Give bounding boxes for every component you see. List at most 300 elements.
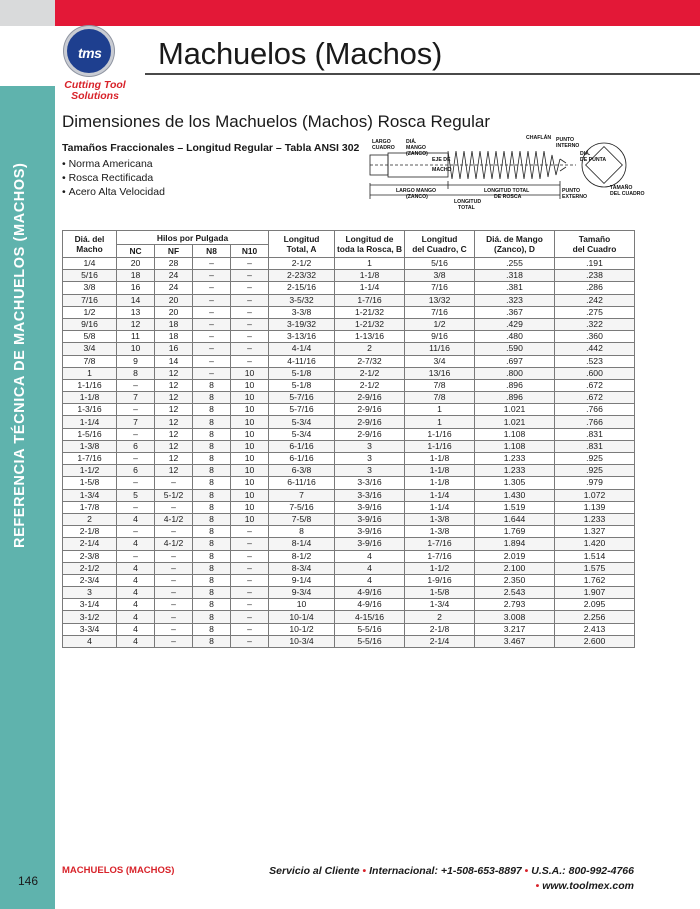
- table-cell: 2.100: [475, 562, 555, 574]
- table-cell: 12: [155, 428, 193, 440]
- table-cell: 2.600: [555, 635, 635, 647]
- table-cell: 8-1/4: [269, 538, 335, 550]
- label-dia-punta: DIÁ.: [580, 151, 591, 157]
- table-cell: 4-9/16: [335, 599, 405, 611]
- table-cell: –: [117, 428, 155, 440]
- table-cell: 3: [63, 587, 117, 599]
- label-chaflan: CHAFLÁN: [526, 135, 552, 141]
- table-cell: 8: [193, 599, 231, 611]
- table-cell: –: [193, 294, 231, 306]
- table-cell: .831: [555, 440, 635, 452]
- table-cell: –: [231, 331, 269, 343]
- table-cell: 3-9/16: [335, 538, 405, 550]
- table-row: [63, 392, 635, 404]
- table-cell: 1-1/8: [405, 465, 475, 477]
- table-cell: .766: [555, 404, 635, 416]
- svg-text:MANGO: MANGO: [406, 145, 426, 151]
- table-cell: 2: [335, 343, 405, 355]
- table-row: [63, 550, 635, 562]
- table-cell: 7/8: [405, 392, 475, 404]
- table-cell: .381: [475, 282, 555, 294]
- table-cell: 8: [193, 623, 231, 635]
- table-cell: 3.217: [475, 623, 555, 635]
- label-largo-mango: LARGO MANGO: [396, 188, 437, 194]
- table-cell: 6-1/16: [269, 440, 335, 452]
- table-cell: 5-1/8: [269, 367, 335, 379]
- table-cell: 10: [231, 379, 269, 391]
- label-tamano-cuadro: TAMAÑO: [610, 185, 633, 191]
- table-row: [63, 611, 635, 623]
- table-cell: 2.350: [475, 574, 555, 586]
- col-header-dia: Diá. del Macho: [63, 231, 117, 258]
- table-cell: 7-5/8: [269, 513, 335, 525]
- table-cell: 4: [117, 538, 155, 550]
- table-cell: 5-3/4: [269, 428, 335, 440]
- table-cell: 10: [117, 343, 155, 355]
- label-long-rosca: LONGITUD TOTAL: [484, 188, 530, 194]
- table-cell: –: [117, 453, 155, 465]
- table-cell: 1.575: [555, 562, 635, 574]
- table-cell: 24: [155, 282, 193, 294]
- table-cell: 1-1/8: [63, 392, 117, 404]
- table-cell: 1-7/16: [405, 538, 475, 550]
- col-header-long-cuadro: Longitud del Cuadro, C: [405, 231, 475, 258]
- table-row: [63, 513, 635, 525]
- table-cell: 8: [193, 453, 231, 465]
- table-cell: 8: [193, 587, 231, 599]
- table-cell: –: [155, 623, 193, 635]
- table-row: [63, 379, 635, 391]
- title-rule: [145, 73, 700, 75]
- table-cell: 3-9/16: [335, 501, 405, 513]
- table-cell: 1.233: [555, 513, 635, 525]
- table-cell: 5-7/16: [269, 404, 335, 416]
- table-cell: 3-3/16: [335, 489, 405, 501]
- label-dia-mango: DIÁ.: [406, 139, 417, 145]
- table-cell: .766: [555, 416, 635, 428]
- table-cell: 2-15/16: [269, 282, 335, 294]
- table-cell: 4-1/4: [269, 343, 335, 355]
- table-cell: 1.327: [555, 526, 635, 538]
- table-cell: 2-3/8: [63, 550, 117, 562]
- table-cell: 1-5/16: [63, 428, 117, 440]
- table-cell: 1.021: [475, 416, 555, 428]
- table-cell: 3/8: [405, 270, 475, 282]
- dimensions-table: [62, 230, 635, 648]
- table-cell: 3-3/16: [335, 477, 405, 489]
- table-cell: 10: [231, 367, 269, 379]
- table-cell: 3-9/16: [335, 526, 405, 538]
- table-cell: 2.543: [475, 587, 555, 599]
- svg-text:EXTERNO: EXTERNO: [562, 194, 588, 200]
- table-cell: 2.413: [555, 623, 635, 635]
- table-cell: 2-7/32: [335, 355, 405, 367]
- table-cell: .979: [555, 477, 635, 489]
- table-cell: .275: [555, 306, 635, 318]
- col-header-nc: NC: [117, 245, 155, 258]
- col-header-long-total: Longitud Total, A: [269, 231, 335, 258]
- table-cell: .590: [475, 343, 555, 355]
- table-cell: .318: [475, 270, 555, 282]
- table-cell: 1.305: [475, 477, 555, 489]
- table-row: [63, 477, 635, 489]
- table-row: [63, 428, 635, 440]
- table-cell: 1: [405, 416, 475, 428]
- table-row: [63, 489, 635, 501]
- table-row: [63, 440, 635, 452]
- table-cell: 2-1/4: [405, 635, 475, 647]
- svg-text:DE PUNTA: DE PUNTA: [580, 157, 607, 163]
- table-cell: 4: [117, 587, 155, 599]
- table-cell: 4: [117, 611, 155, 623]
- table-cell: –: [117, 379, 155, 391]
- table-cell: 12: [155, 465, 193, 477]
- table-cell: 5: [117, 489, 155, 501]
- table-cell: 3: [335, 465, 405, 477]
- table-cell: –: [117, 404, 155, 416]
- table-cell: 4: [335, 562, 405, 574]
- table-cell: 18: [117, 270, 155, 282]
- table-cell: 4-15/16: [335, 611, 405, 623]
- table-cell: 3-3/8: [269, 306, 335, 318]
- table-cell: 5-7/16: [269, 392, 335, 404]
- table-cell: 1-1/4: [405, 501, 475, 513]
- table-cell: 10: [231, 465, 269, 477]
- table-cell: 1-1/4: [63, 416, 117, 428]
- table-cell: 1: [405, 404, 475, 416]
- table-cell: .925: [555, 465, 635, 477]
- table-cell: –: [231, 623, 269, 635]
- table-cell: –: [231, 574, 269, 586]
- table-cell: 1-1/16: [63, 379, 117, 391]
- table-cell: 1-1/8: [405, 477, 475, 489]
- label-punto-interno: PUNTO: [556, 137, 575, 143]
- table-cell: 1-13/16: [335, 331, 405, 343]
- table-cell: 8: [193, 513, 231, 525]
- table-cell: –: [193, 355, 231, 367]
- table-cell: –: [193, 343, 231, 355]
- table-row: [63, 343, 635, 355]
- table-row: [63, 587, 635, 599]
- table-cell: .322: [555, 318, 635, 330]
- logo-badge: [64, 26, 114, 76]
- table-row: [63, 465, 635, 477]
- table-row: [63, 355, 635, 367]
- table-cell: –: [117, 526, 155, 538]
- table-cell: .442: [555, 343, 635, 355]
- table-cell: –: [231, 306, 269, 318]
- table-cell: 3.467: [475, 635, 555, 647]
- table-cell: 8-3/4: [269, 562, 335, 574]
- svg-text:MACHO: MACHO: [432, 167, 452, 173]
- table-cell: 9: [117, 355, 155, 367]
- col-header-dia-mango: Diá. de Mango (Zanco), D: [475, 231, 555, 258]
- table-cell: 1.644: [475, 513, 555, 525]
- table-cell: 7/8: [63, 355, 117, 367]
- table-cell: .480: [475, 331, 555, 343]
- table-cell: 1.514: [555, 550, 635, 562]
- table-cell: 8: [193, 550, 231, 562]
- table-cell: 10: [231, 392, 269, 404]
- table-cell: 1: [335, 258, 405, 270]
- table-cell: 3/4: [63, 343, 117, 355]
- svg-text:DEL CUADRO: DEL CUADRO: [610, 191, 645, 197]
- table-cell: 2-3/4: [63, 574, 117, 586]
- table-cell: 3-13/16: [269, 331, 335, 343]
- table-cell: –: [231, 550, 269, 562]
- table-cell: 11: [117, 331, 155, 343]
- table-cell: 1-3/4: [405, 599, 475, 611]
- table-cell: –: [231, 587, 269, 599]
- table-cell: 7: [117, 416, 155, 428]
- table-cell: 1.108: [475, 440, 555, 452]
- table-cell: 4-1/2: [155, 538, 193, 550]
- table-cell: 4-11/16: [269, 355, 335, 367]
- spec-list: [62, 157, 165, 199]
- table-cell: –: [117, 550, 155, 562]
- table-cell: –: [231, 270, 269, 282]
- table-cell: 13/16: [405, 367, 475, 379]
- table-cell: 8: [193, 538, 231, 550]
- table-cell: 1-1/2: [63, 465, 117, 477]
- table-cell: 4: [117, 513, 155, 525]
- table-row: [63, 635, 635, 647]
- table-cell: 5-1/8: [269, 379, 335, 391]
- table-cell: 1.139: [555, 501, 635, 513]
- table-cell: 8: [193, 562, 231, 574]
- table-cell: 1.021: [475, 404, 555, 416]
- table-row: [63, 526, 635, 538]
- table-cell: 2.019: [475, 550, 555, 562]
- table-cell: 1/2: [63, 306, 117, 318]
- table-cell: 6: [117, 440, 155, 452]
- page-number: 146: [18, 874, 39, 888]
- table-cell: –: [193, 318, 231, 330]
- table-cell: 20: [155, 306, 193, 318]
- table-cell: 13/32: [405, 294, 475, 306]
- table-row: [63, 501, 635, 513]
- table-row: [63, 318, 635, 330]
- table-cell: –: [231, 599, 269, 611]
- col-header-tamano-cuadro: Tamaño del Cuadro: [555, 231, 635, 258]
- table-cell: 1-9/16: [405, 574, 475, 586]
- table-cell: 1.420: [555, 538, 635, 550]
- table-cell: 8: [117, 367, 155, 379]
- table-body: [63, 258, 635, 648]
- spec-heading: Tamaños Fraccionales – Longitud Regular – Tabla ANSI 302: [62, 142, 360, 154]
- table-cell: 6: [117, 465, 155, 477]
- table-cell: –: [193, 270, 231, 282]
- tap-thread: [448, 151, 560, 179]
- col-header-hilos: Hilos por Pulgada: [117, 231, 269, 245]
- table-cell: 5-3/4: [269, 416, 335, 428]
- table-cell: 2-9/16: [335, 404, 405, 416]
- table-cell: 1-7/16: [335, 294, 405, 306]
- table-cell: 4-1/2: [155, 513, 193, 525]
- table-cell: 4: [117, 574, 155, 586]
- label-largo-cuadro: LARGO: [372, 139, 391, 145]
- table-cell: 2-1/2: [335, 379, 405, 391]
- table-cell: 1-1/2: [405, 562, 475, 574]
- table-row: [63, 538, 635, 550]
- table-cell: 1/2: [405, 318, 475, 330]
- table-cell: 4-9/16: [335, 587, 405, 599]
- svg-text:(ZANCO): (ZANCO): [406, 194, 428, 200]
- table-cell: 4: [117, 635, 155, 647]
- table-cell: .925: [555, 453, 635, 465]
- table-cell: –: [155, 635, 193, 647]
- table-cell: 8: [193, 526, 231, 538]
- table-cell: 7-5/16: [269, 501, 335, 513]
- table-cell: 1-5/8: [405, 587, 475, 599]
- table-cell: 10: [231, 513, 269, 525]
- table-cell: 10: [269, 599, 335, 611]
- label-long-total: LONGITUD: [454, 199, 482, 205]
- table-row: [63, 306, 635, 318]
- table-cell: –: [193, 282, 231, 294]
- table-cell: 2-9/16: [335, 392, 405, 404]
- table-cell: 10: [231, 453, 269, 465]
- table-cell: .191: [555, 258, 635, 270]
- table-cell: 8: [193, 428, 231, 440]
- table-cell: –: [155, 562, 193, 574]
- top-red-band: [0, 0, 700, 26]
- table-cell: 4: [335, 574, 405, 586]
- table-cell: 10: [231, 428, 269, 440]
- table-cell: 2.256: [555, 611, 635, 623]
- table-cell: 11/16: [405, 343, 475, 355]
- svg-text:DE ROSCA: DE ROSCA: [494, 194, 522, 200]
- table-cell: 1.907: [555, 587, 635, 599]
- table-cell: .238: [555, 270, 635, 282]
- table-cell: 4: [117, 623, 155, 635]
- footer-website: www.toolmex.com: [542, 880, 634, 892]
- table-cell: 1-1/8: [405, 453, 475, 465]
- table-cell: 6-1/16: [269, 453, 335, 465]
- company-logo: [60, 26, 132, 84]
- table-cell: 8: [193, 574, 231, 586]
- table-cell: 1-1/4: [335, 282, 405, 294]
- footer-usa-phone: U.S.A.: 800-992-4766: [531, 865, 634, 877]
- table-cell: –: [155, 526, 193, 538]
- table-cell: 1.233: [475, 465, 555, 477]
- table-cell: 10-3/4: [269, 635, 335, 647]
- table-cell: –: [231, 282, 269, 294]
- table-cell: 9-1/4: [269, 574, 335, 586]
- table-cell: 1.233: [475, 453, 555, 465]
- table-cell: 2-9/16: [335, 416, 405, 428]
- table-cell: 1-3/8: [405, 513, 475, 525]
- table-cell: 3.008: [475, 611, 555, 623]
- table-cell: –: [231, 562, 269, 574]
- table-cell: 14: [155, 355, 193, 367]
- table-cell: .831: [555, 428, 635, 440]
- table-cell: 5/16: [63, 270, 117, 282]
- page-title: Machuelos (Machos): [158, 36, 443, 71]
- table-cell: 1-3/8: [405, 526, 475, 538]
- table-row: [63, 270, 635, 282]
- table-row: [63, 599, 635, 611]
- table-cell: 28: [155, 258, 193, 270]
- table-cell: 10: [231, 489, 269, 501]
- table-cell: 9/16: [405, 331, 475, 343]
- spec-item: • Rosca Rectificada: [62, 171, 165, 185]
- table-cell: 12: [155, 404, 193, 416]
- spec-item: • Acero Alta Velocidad: [62, 185, 165, 199]
- table-cell: 6-11/16: [269, 477, 335, 489]
- label-punto-externo: PUNTO: [562, 188, 581, 194]
- table-cell: 2-1/2: [269, 258, 335, 270]
- table-row: [63, 623, 635, 635]
- table-cell: .523: [555, 355, 635, 367]
- svg-text:CUADRO: CUADRO: [372, 145, 395, 151]
- table-cell: 8: [269, 526, 335, 538]
- table-cell: 12: [155, 440, 193, 452]
- table-cell: 1-1/8: [335, 270, 405, 282]
- table-cell: –: [231, 611, 269, 623]
- top-gray-corner: [0, 0, 55, 26]
- table-cell: 1-21/32: [335, 318, 405, 330]
- table-cell: 7/16: [405, 282, 475, 294]
- section-subtitle: Dimensiones de los Machuelos (Machos) Rosca Regular: [62, 112, 491, 131]
- table-cell: .323: [475, 294, 555, 306]
- table-cell: 13: [117, 306, 155, 318]
- table-cell: 3: [335, 453, 405, 465]
- table-cell: –: [231, 318, 269, 330]
- footer-section-label: MACHUELOS (MACHOS): [62, 865, 175, 876]
- col-header-n10: N10: [231, 245, 269, 258]
- table-cell: 10: [231, 404, 269, 416]
- table-cell: 2-1/8: [405, 623, 475, 635]
- table-cell: 1-3/4: [63, 489, 117, 501]
- table-cell: 3-19/32: [269, 318, 335, 330]
- table-cell: 4: [117, 599, 155, 611]
- table-cell: 8: [193, 635, 231, 647]
- table-cell: 7/16: [63, 294, 117, 306]
- table-cell: 12: [155, 367, 193, 379]
- table-cell: 1.762: [555, 574, 635, 586]
- table-row: [63, 367, 635, 379]
- table-cell: .697: [475, 355, 555, 367]
- table-cell: 2.095: [555, 599, 635, 611]
- table-cell: 7: [269, 489, 335, 501]
- table-cell: 9-3/4: [269, 587, 335, 599]
- table-cell: 3-1/2: [63, 611, 117, 623]
- table-cell: .255: [475, 258, 555, 270]
- table-cell: 3/8: [63, 282, 117, 294]
- table-cell: 2-1/2: [335, 367, 405, 379]
- spec-item: • Norma Americana: [62, 157, 165, 171]
- table-cell: 10: [231, 477, 269, 489]
- table-row: [63, 404, 635, 416]
- sidebar-logo-backdrop: [0, 26, 55, 86]
- table-cell: 12: [117, 318, 155, 330]
- table-cell: 12: [155, 416, 193, 428]
- label-eje-macho: EJE DE: [432, 157, 451, 163]
- table-cell: 14: [117, 294, 155, 306]
- table-cell: 8: [193, 404, 231, 416]
- table-cell: 5/8: [63, 331, 117, 343]
- table-cell: 10: [231, 501, 269, 513]
- table-cell: 2-1/2: [63, 562, 117, 574]
- table-cell: 20: [155, 294, 193, 306]
- table-cell: 1-21/32: [335, 306, 405, 318]
- table-cell: 12: [155, 453, 193, 465]
- table-cell: 10-1/2: [269, 623, 335, 635]
- table-cell: 8: [193, 379, 231, 391]
- table-cell: 10-1/4: [269, 611, 335, 623]
- table-cell: 12: [155, 392, 193, 404]
